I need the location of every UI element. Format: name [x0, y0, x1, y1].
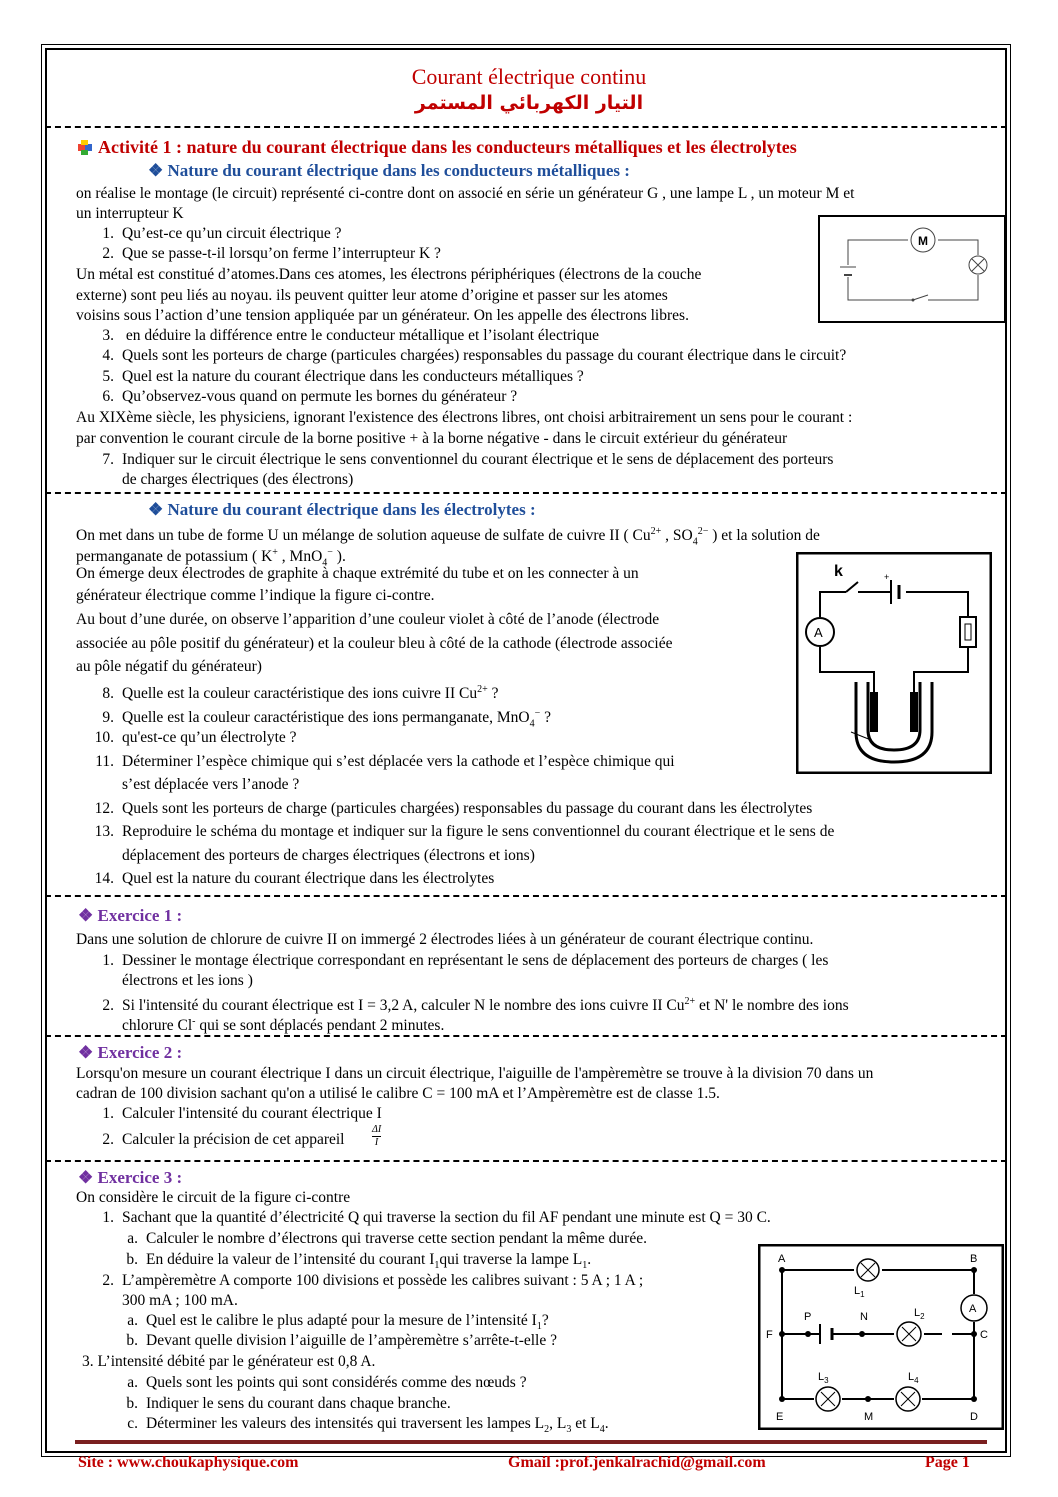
question-3c: c. Déterminer les valeurs des intensités qui traversent les lampes $L_2$, $L_3$ et $L_4$.: [127, 1415, 609, 1436]
paragraph: Au XIXème siècle, les physiciens, ignorant l'existence des électrons libres, ont choisi arbitrairement un sens pour le courant :: [76, 409, 853, 426]
divider: [45, 492, 1007, 494]
paragraph: associée au pôle positif du générateur) et la couleur bleu à côté de la cathode (électrode associée: [76, 635, 673, 652]
paragraph: Un métal est constitué d’atomes.Dans ces atomes, les électrons périphériques (électrons de la couche: [76, 266, 702, 283]
paragraph: On met dans un tube de forme U un mélange de solution aqueuse de sulfate de cuivre II ( $Cu^{2+}$ , $SO_4^{2-}$ ) et la solution de: [76, 526, 820, 548]
question-4: 4. Quels sont les porteurs de charge (particules chargées) responsables du passage du courant électrique dans le circuit?: [102, 347, 847, 364]
divider: [45, 895, 1007, 897]
node-b-label: B: [970, 1253, 978, 1265]
question-7: 7. Indiquer sur le circuit électrique le sens conventionnel du courant électrique et le sens de déplacement des porteurs: [102, 451, 834, 468]
diamond-icon: ❖: [78, 1168, 98, 1187]
divider: [45, 126, 1007, 128]
question-1b: b. En déduire la valeur de l’intensité du courant $I_1qui$ traverse la lampe $L_1$.: [126, 1251, 592, 1272]
paragraph: électrons et les ions ): [122, 972, 253, 989]
exercise-3-title: ❖ Exercice 3 :: [78, 1168, 183, 1187]
switch-label: k: [834, 563, 843, 580]
paragraph: s’est déplacée vers l’anode ?: [122, 776, 300, 793]
lamp-l1-label: $L_1$: [854, 1285, 865, 1299]
paragraph: cadran de 100 division sachant qu'on a utilisé le calibre C = 100 mA et l’Ampèremètre est de classe 1.5.: [76, 1085, 720, 1102]
paragraph: de charges électriques (des électrons): [122, 471, 354, 488]
figure-circuit-3: [758, 1244, 1004, 1430]
question-3a: a. Quels sont les points qui sont considérés comme des nœuds ?: [127, 1374, 527, 1391]
node-m-label: M: [864, 1411, 874, 1423]
question-3b: b. Indiquer le sens du courant dans chaque branche.: [126, 1395, 451, 1412]
paragraph: On considère le circuit de la figure ci-contre: [76, 1189, 351, 1206]
paragraph: on réalise le montage (le circuit) représenté ci-contre dont on associé en série un générateur G , une lampe L , un moteur M et: [76, 185, 855, 202]
question-14: 14. Quel est la nature du courant électrique dans les électrolytes: [94, 870, 495, 887]
diamond-icon: ❖: [78, 906, 98, 925]
question-1: 1. Dessiner le montage électrique correspondant en représentant le sens de déplacement des porteurs de charges ( les: [102, 952, 829, 969]
exercise-2-title: ❖ Exercice 2 :: [78, 1043, 183, 1062]
question-3: 3. en déduire la différence entre le conducteur métallique et l’isolant électrique: [102, 327, 599, 344]
paragraph: au pôle négatif du générateur): [76, 658, 262, 675]
paragraph: Dans une solution de chlorure de cuivre II on immergé 2 électrodes liées à un générateur de courant électrique continu.: [76, 931, 814, 948]
page-title-arabic: التيار الكهربائي المستمر: [414, 92, 644, 114]
question-13: 13. Reproduire le schéma du montage et indiquer sur la figure le sens conventionnel du courant électrique et le sens de: [94, 823, 835, 840]
question-2b: b. Devant quelle division l’aiguille de l’ampèremètre s’arrête-t-elle ?: [126, 1332, 557, 1349]
ammeter-label: A: [814, 625, 823, 640]
question-2: 2. L’ampèremètre A comporte 100 divisions et possède les calibres suivant : 5 A ; 1 A ;: [102, 1272, 644, 1289]
section-heading-metal: ❖ Nature du courant électrique dans les conducteurs métalliques :: [148, 161, 630, 180]
figure-electrolysis: [796, 552, 992, 774]
paragraph: Lorsqu'on mesure un courant électrique I dans un circuit électrique, l'aiguille de l'ampèremètre se trouve à la division 70 dans un: [76, 1065, 874, 1082]
exercise-1-title: ❖ Exercice 1 :: [78, 906, 183, 925]
paragraph: permanganate de potassium ( K+ , MnO$_4$− ).: [76, 547, 346, 569]
lamp-l2-label: $L_2$: [914, 1307, 925, 1321]
question-11: 11. Déterminer l’espèce chimique qui s’est déplacée vers la cathode et l’espèce chimique qui: [95, 753, 675, 770]
activity-heading: Activité 1 : nature du courant électrique dans les conducteurs métalliques et les électrolytes: [98, 137, 797, 157]
paragraph: déplacement des porteurs de charges électriques (électrons et ions): [122, 847, 535, 864]
paragraph: Au bout d’une durée, on observe l’apparition d’une couleur violet à côté de l’anode (électrode: [76, 611, 660, 628]
question-2: 2. Que se passe-t-il lorsqu’on ferme l’interrupteur K ?: [102, 245, 441, 262]
footer-site[interactable]: Site : www.choukaphysique.com: [78, 1454, 299, 1471]
ammeter-label: A: [969, 1303, 977, 1315]
paragraph: voisins sous l’action d’une tension appliquée par un générateur. On les appelle des électrons libres.: [76, 307, 689, 324]
node-f-label: F: [766, 1329, 773, 1341]
diamond-icon: ❖: [78, 1043, 98, 1062]
diamond-icon: ❖: [148, 500, 168, 519]
node-p-label: P: [804, 1311, 812, 1323]
diamond-icon: ❖: [148, 161, 168, 180]
fraction: ΔI I: [372, 1124, 382, 1148]
paragraph: par convention le courant circule de la borne positive + à la borne négative - dans le circuit extérieur du générateur: [76, 430, 788, 447]
motor-label: M: [918, 234, 928, 248]
page-title: Courant électrique continu: [411, 64, 647, 89]
question-10: 10. qu'est-ce qu’un électrolyte ?: [94, 729, 297, 746]
paragraph: chlorure Cl- qui se sont déplacés pendant 2 minutes.: [122, 1016, 445, 1035]
question-6: 6. Qu’observez-vous quand on permute les bornes du générateur ?: [102, 388, 518, 405]
paragraph: externe) sont peu liés au noyau. ils peuvent quitter leur atome d’origine et passer sur les atomes: [76, 287, 668, 304]
lamp-l4-label: $L_4$: [908, 1371, 919, 1385]
question-1: 1. Sachant que la quantité d’électricité Q qui traverse la section du fil AF pendant une minute est Q = 30 C.: [102, 1209, 771, 1226]
question-1: 1. Calculer l'intensité du courant électrique I: [102, 1105, 382, 1122]
question-2a: a. Quel est le calibre le plus adapté pour la mesure de l’intensité $I_1$?: [127, 1312, 549, 1333]
node-n-label: N: [860, 1311, 868, 1323]
footer-email[interactable]: Gmail :prof.jenkalrachid@gmail.com: [508, 1454, 766, 1471]
figure-circuit-1: [818, 215, 1006, 323]
divider: [45, 1035, 1007, 1037]
paragraph: On émerge deux électrodes de graphite à chaque extrémité du tube et on les connecter à un: [76, 565, 639, 582]
lamp-l3-label: $L_3$: [818, 1371, 829, 1385]
question-1a: a. Calculer le nombre d’électrons qui traverse cette section pendant la même durée.: [127, 1230, 647, 1247]
divider: [45, 1160, 1007, 1162]
question-8: 8. Quelle est la couleur caractéristique des ions cuivre II $Cu^{2+}$ ?: [102, 684, 499, 703]
question-2: 2. Si l'intensité du courant électrique est I = 3,2 A, calculer N le nombre des ions cuivre II $Cu^{2+}$ et N' le nombre des ions: [102, 996, 849, 1015]
node-d-label: D: [970, 1411, 978, 1423]
question-2: 2. Calculer la précision de cet appareil: [102, 1131, 345, 1148]
paragraph: générateur électrique comme l’indique la figure ci-contre.: [76, 587, 435, 604]
question-12: 12. Quels sont les porteurs de charge (particules chargées) responsables du passage du courant dans les électrolytes: [94, 800, 813, 817]
section-heading-electrolytes: ❖ Nature du courant électrique dans les électrolytes :: [148, 500, 536, 519]
question-1: 1. Qu’est-ce qu’un circuit électrique ?: [102, 225, 342, 242]
bullet-icon: [77, 138, 95, 156]
paragraph: un interrupteur K: [76, 205, 184, 222]
node-a-label: A: [778, 1253, 786, 1265]
node-e-label: E: [776, 1411, 784, 1423]
svg-text:+: +: [884, 572, 890, 582]
page-number: Page 1: [925, 1454, 970, 1471]
question-9: 9. Quelle est la couleur caractéristique des ions permanganate, MnO$_4$− ?: [102, 708, 551, 730]
node-c-label: C: [980, 1329, 988, 1341]
question-3: 3. L’intensité débité par le générateur est 0,8 A.: [82, 1353, 376, 1370]
footer-bar: [75, 1440, 987, 1444]
paragraph: 300 mA ; 100 mA.: [122, 1292, 238, 1309]
question-5: 5. Quel est la nature du courant électrique dans les conducteurs métalliques ?: [102, 368, 584, 385]
